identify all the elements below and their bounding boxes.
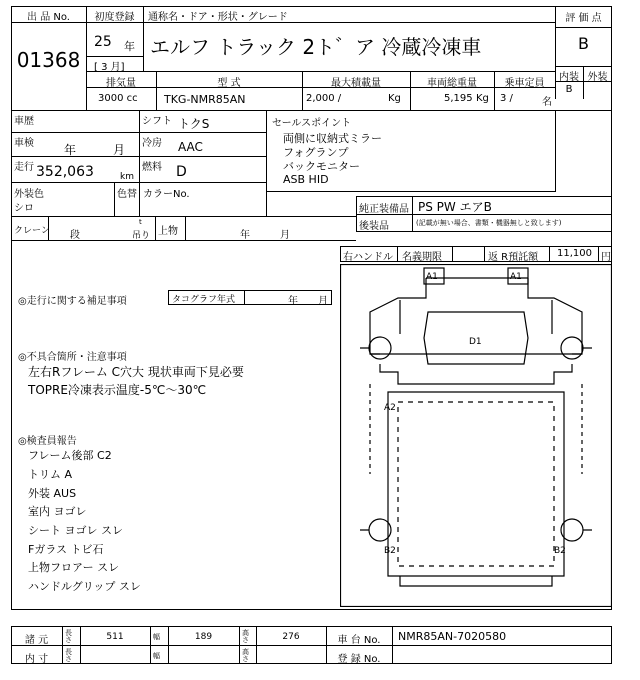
inspector-item-6: Fガラス トビ石 xyxy=(28,543,104,556)
type: TKG-NMR85AN xyxy=(164,93,246,106)
inspector-item-4: 室内 ヨゴレ xyxy=(28,505,87,518)
inspector-item-2: トリム A xyxy=(28,468,73,481)
aftermarket-note: (記載が無い場合、書類・機器無しと致します) xyxy=(416,219,562,227)
history-label: 車歴 xyxy=(14,116,34,127)
driving-notes-label: ◎走行に関する補足事項 xyxy=(18,296,127,307)
defect-1: 左右Rフレーム C穴大 現状車両下見必要 xyxy=(28,365,244,379)
mark-a2: A2 xyxy=(384,403,396,413)
inspection-year: 年 xyxy=(64,143,77,157)
first-reg-year: 25 xyxy=(94,34,112,50)
mark-a1-right: A1 xyxy=(510,272,522,282)
inspector-label: ◎検査員報告 xyxy=(18,436,77,447)
year-unit: 年 xyxy=(124,40,135,53)
displacement: 3000 cc xyxy=(98,93,138,104)
exterior-label: 外装 xyxy=(587,72,608,83)
inspector-item-8: ハンドルグリップ スレ xyxy=(28,580,141,593)
upper-month: 月 xyxy=(280,230,290,241)
reg-label: 登 録 No. xyxy=(337,654,381,665)
sales-point-2: フォグランプ xyxy=(283,146,349,159)
inspector-item-5: シート ヨゴレ スレ xyxy=(28,524,123,537)
interior-label: 内装 xyxy=(559,72,579,83)
interior-score: B xyxy=(565,84,573,95)
standard-equip-label: 純正装備品 xyxy=(359,204,409,215)
mileage-unit: km xyxy=(120,172,134,182)
model-desc: エルフ トラック 2ト゛ア 冷蔵冷凍車 xyxy=(150,35,482,59)
standard-equip: PS PW エアB xyxy=(418,200,492,214)
mileage-value: 352,063 xyxy=(36,164,94,180)
displacement-label: 排気量 xyxy=(106,78,136,89)
shift-value: トクS xyxy=(178,117,210,131)
width-label: 幅 xyxy=(153,633,160,641)
mark-d1: D1 xyxy=(469,337,482,347)
defect-2: TOPRE冷凍表示温度-5℃～30℃ xyxy=(28,383,207,397)
upper-label: 上物 xyxy=(158,226,178,237)
width-value: 189 xyxy=(194,632,213,642)
inner-label: 内 寸 xyxy=(24,654,49,665)
crane-ton-top: t xyxy=(139,218,142,226)
height-value: 276 xyxy=(282,632,300,642)
mark-a1-left: A1 xyxy=(426,272,438,282)
capacity-label: 乗車定員 xyxy=(504,78,545,89)
inspection-label: 車検 xyxy=(14,138,34,149)
chassis-label: 車 台 No. xyxy=(337,635,381,646)
gross-weight: 5,195 xyxy=(444,93,473,104)
type-label: 型 式 xyxy=(217,78,241,89)
tacho-label: タコグラフ年式 xyxy=(172,295,236,305)
color-no-label: カラーNo. xyxy=(143,189,190,200)
ac-label: 冷房 xyxy=(142,138,162,149)
dims-label: 諸 元 xyxy=(24,635,49,646)
deposit-label: 返 R預託額 xyxy=(488,252,539,263)
first-reg-month: [ 3 月] xyxy=(94,62,125,73)
ac-value: AAC xyxy=(178,140,203,154)
rhd-label: 右ハンドル xyxy=(343,252,393,263)
mark-b2-right: B2 xyxy=(554,546,566,556)
capacity-unit: 名 xyxy=(542,97,552,108)
lot-number: 01368 xyxy=(16,48,81,72)
fuel-value: D xyxy=(176,164,187,180)
inspection-month: 月 xyxy=(113,143,126,157)
fuel-label: 燃料 xyxy=(142,162,162,173)
capacity: 3 / xyxy=(500,93,513,104)
deposit-unit: 円 xyxy=(601,252,611,263)
sales-point-3: バックモニター xyxy=(283,160,360,173)
name-change-label: 名義期限 xyxy=(402,252,442,263)
deposit-value: 11,100 xyxy=(557,248,592,259)
sales-points-label: セールスポイント xyxy=(272,118,352,129)
color-value: シロ xyxy=(14,203,34,214)
chassis-value: NMR85AN-7020580 xyxy=(398,630,507,643)
aftermarket-label: 後装品 xyxy=(359,221,389,232)
tacho-year: 年 xyxy=(288,296,298,307)
gross-weight-unit: Kg xyxy=(476,93,489,104)
first-reg-label: 初度登録 xyxy=(94,12,135,23)
inner-height-label: 高さ xyxy=(242,648,249,663)
color-label: 外装色 xyxy=(14,189,44,200)
mark-b2-left: B2 xyxy=(384,546,396,556)
inspector-item-1: フレーム後部 C2 xyxy=(28,449,112,462)
truck-diagram xyxy=(340,264,612,607)
max-load: 2,000 / xyxy=(306,93,342,104)
crane-label: クレーン xyxy=(14,226,50,236)
length-value: 511 xyxy=(106,632,124,642)
inspector-item-3: 外装 AUS xyxy=(28,487,77,500)
score: B xyxy=(578,34,589,53)
height-label: 高さ xyxy=(242,629,249,644)
score-label: 評 価 点 xyxy=(565,13,602,24)
max-load-unit: Kg xyxy=(388,93,401,104)
inner-length-label: 長さ xyxy=(65,648,72,663)
tacho-month: 月 xyxy=(318,296,328,307)
sales-point-1: 両側に収納式ミラー xyxy=(283,132,382,145)
length-label: 長さ xyxy=(65,629,72,644)
mileage-label: 走行 xyxy=(14,162,34,173)
shift-label: シフト xyxy=(142,116,172,127)
crane-ton: 吊り xyxy=(132,231,151,241)
upper-year: 年 xyxy=(240,230,250,241)
max-load-label: 最大積載量 xyxy=(331,78,381,89)
inner-width-label: 幅 xyxy=(153,652,160,660)
color-change-label: 色替 xyxy=(117,189,137,200)
gross-weight-label: 車両総重量 xyxy=(427,78,477,89)
inspector-item-7: 上物フロアー スレ xyxy=(28,561,120,574)
defects-label: ◎不具合箇所・注意事項 xyxy=(18,352,127,363)
model-desc-label: 通称名・ドア・形状・グレード xyxy=(148,12,288,23)
crane-stage: 段 xyxy=(70,230,80,241)
lot-label: 出 品 No. xyxy=(27,12,70,23)
sales-point-4: ASB HID xyxy=(283,173,329,186)
